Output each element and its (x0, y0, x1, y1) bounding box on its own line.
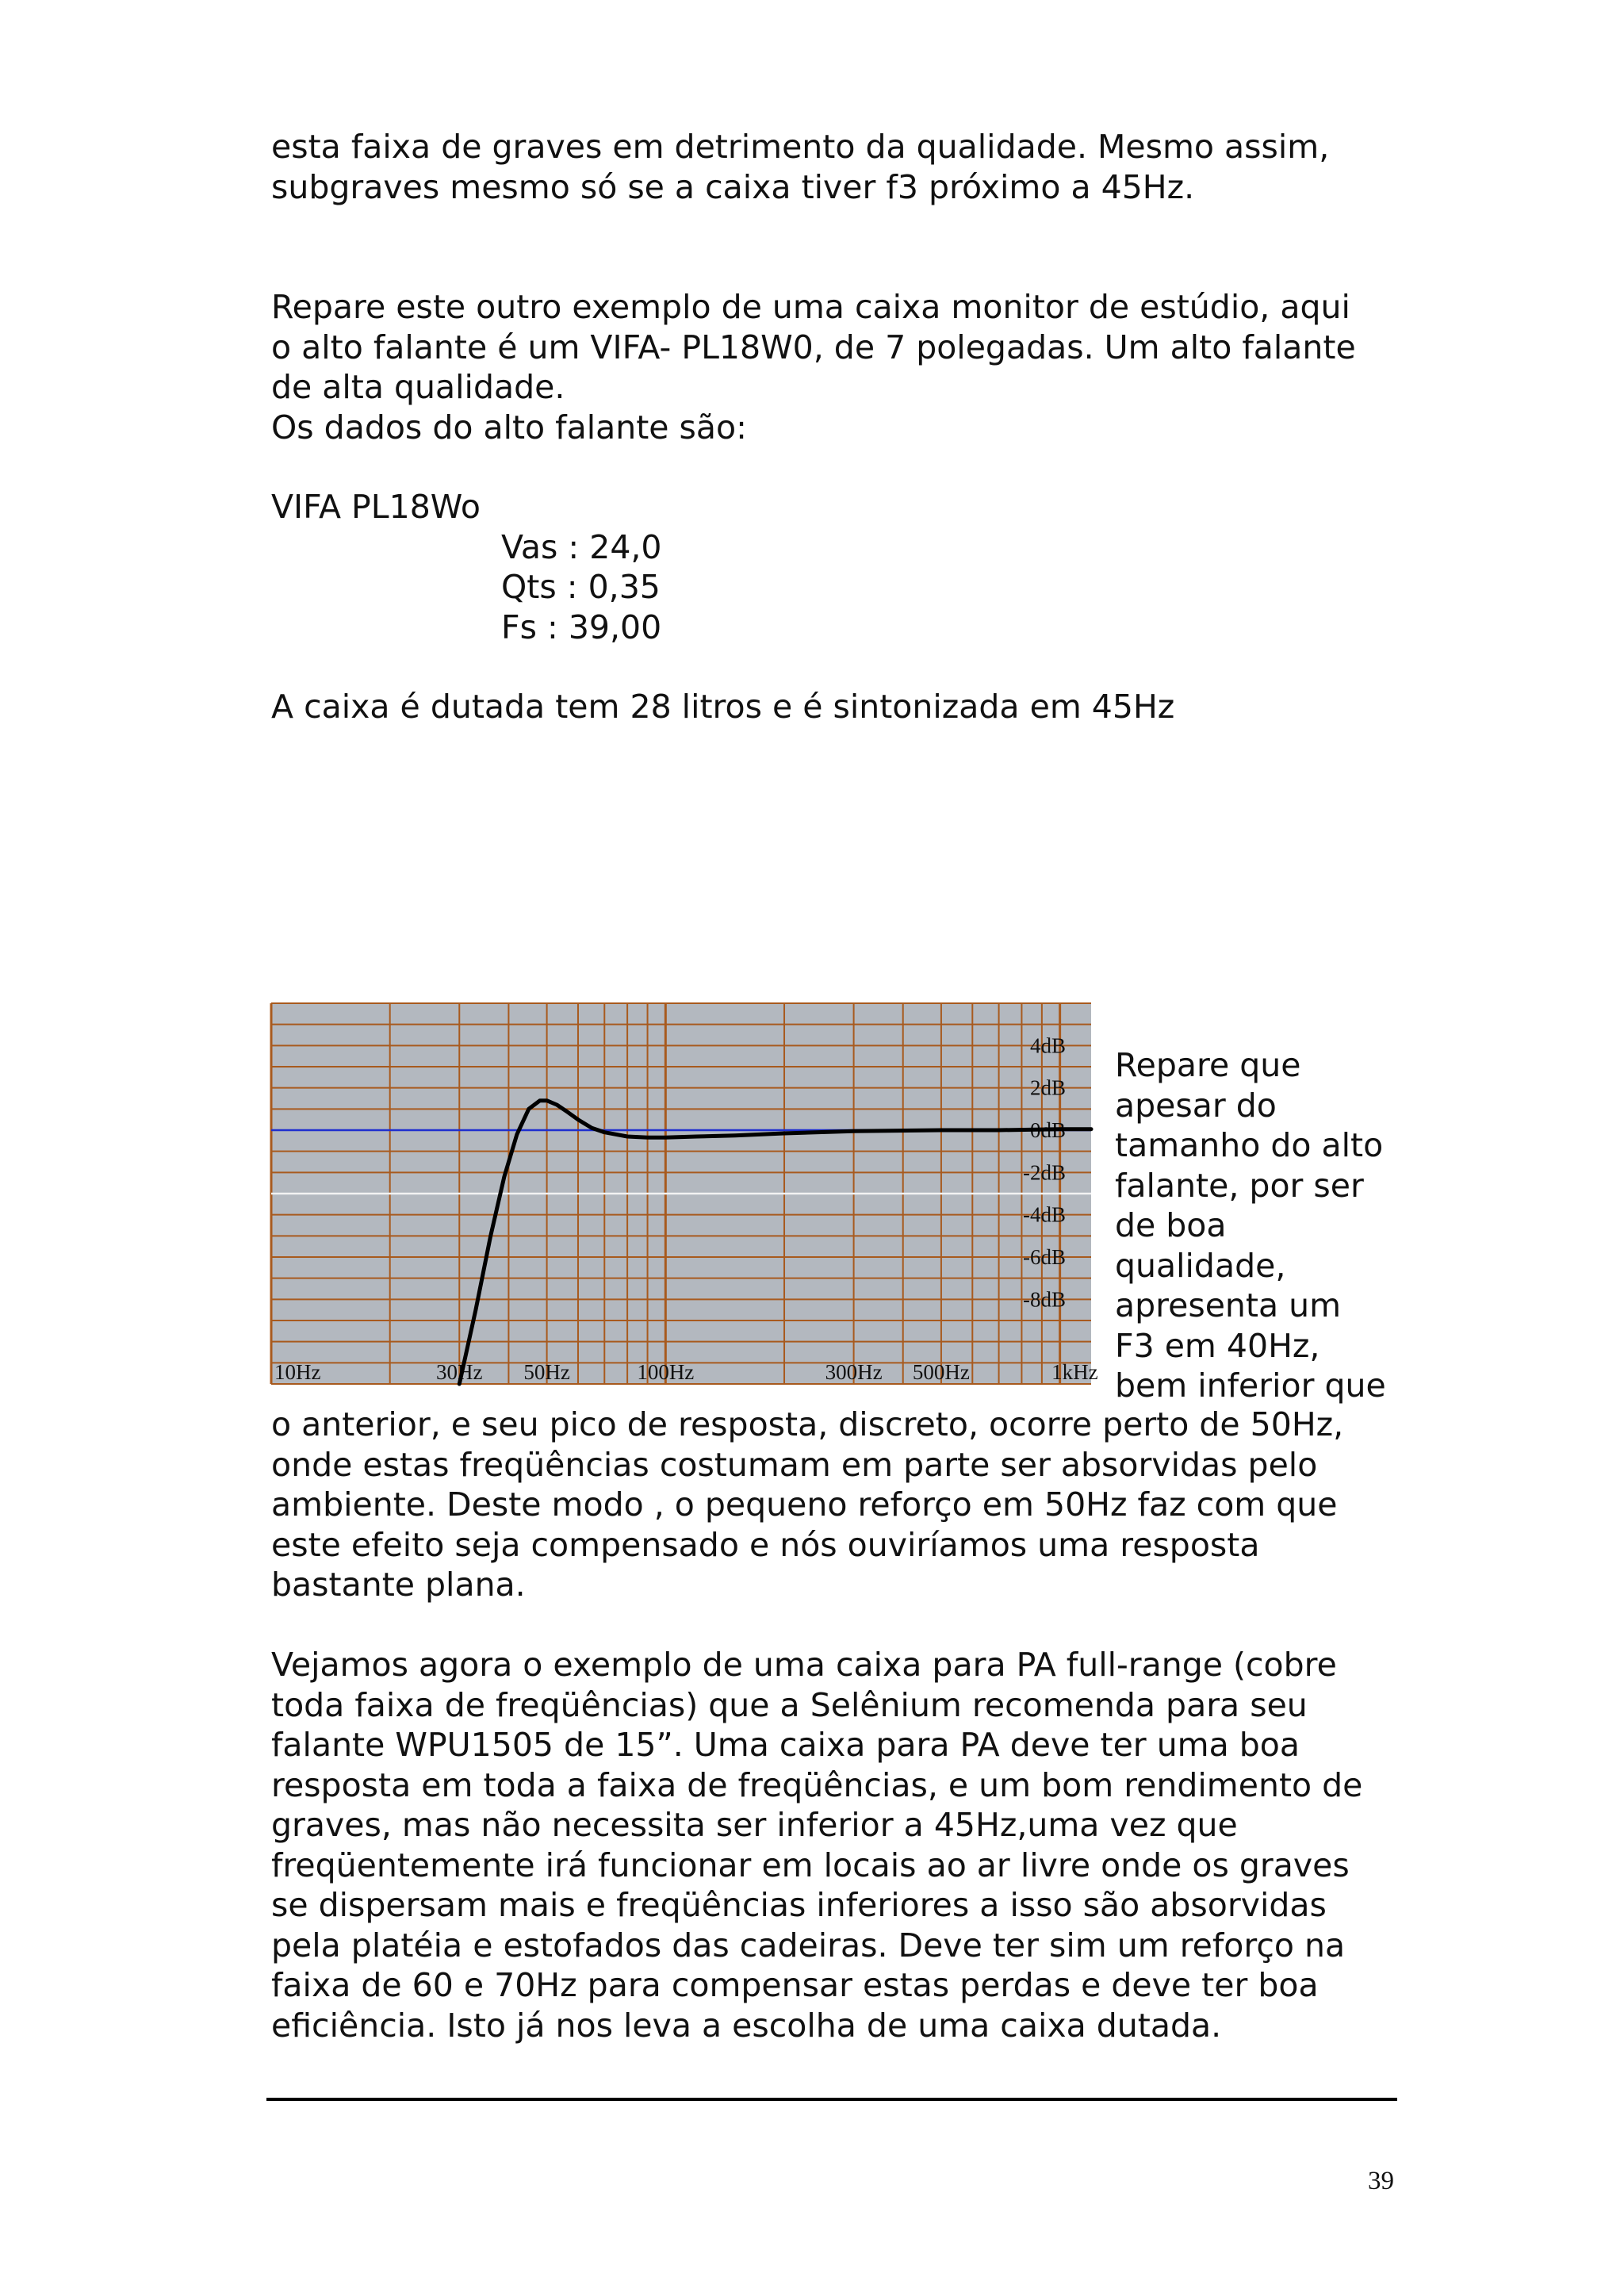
y-tick-label: -4dB (1023, 1202, 1066, 1227)
y-tick-label: -8dB (1023, 1287, 1066, 1312)
text-line: graves, mas não necessita ser inferior a 45Hz,uma vez que (271, 1806, 1238, 1844)
text-line: Repare que (1115, 1046, 1301, 1084)
text-line: apresenta um (1115, 1286, 1342, 1324)
x-tick-label: 10Hz (274, 1360, 321, 1384)
text-line: este efeito seja compensado e nós ouviríamos uma resposta (271, 1525, 1260, 1564)
text-line: falante, por ser (1115, 1166, 1364, 1205)
speaker-specs (271, 487, 1397, 647)
text-line: A caixa é dutada tem 28 litros e é sintonizada em 45Hz (271, 688, 1175, 726)
pa-paragraph (271, 1645, 1397, 2045)
text-line: subgraves mesmo só se a caixa tiver f3 próximo a 45Hz. (271, 167, 1195, 206)
x-tick-label: 50Hz (523, 1360, 570, 1384)
spec-qts: Qts : 0,35 (501, 568, 661, 606)
chart-side-text (1115, 1045, 1386, 1406)
text-line: resposta em toda a faixa de freqüências, e um bom rendimento de (271, 1765, 1363, 1804)
text-line: de boa (1115, 1206, 1227, 1244)
text-line: freqüentemente irá funcionar em locais ao ar livre onde os graves (271, 1846, 1350, 1884)
text-line: o anterior, e seu pico de resposta, discreto, ocorre perto de 50Hz, (271, 1405, 1344, 1443)
text-line: Vejamos agora o exemplo de uma caixa para PA full-range (cobre (271, 1646, 1337, 1684)
text-line: pela platéia e estofados das cadeiras. Deve ter sim um reforço na (271, 1926, 1346, 1964)
text-line: F3 em 40Hz, (1115, 1326, 1320, 1365)
y-tick-label: 2dB (1029, 1075, 1066, 1100)
text-line: qualidade, (1115, 1246, 1286, 1285)
text-line: faixa de 60 e 70Hz para compensar estas perdas e deve ter boa (271, 1966, 1319, 2004)
footer-divider (266, 2098, 1397, 2101)
text-line: bastante plana. (271, 1566, 526, 1604)
page-number: 39 (1368, 2167, 1394, 2195)
text-line: se dispersam mais e freqüências inferiores a isso são absorvidas (271, 1886, 1327, 1924)
y-tick-label: 0dB (1029, 1118, 1066, 1142)
intro-paragraph (271, 127, 1397, 207)
frequency-response-chart (271, 1003, 1098, 1384)
text-line: ambiente. Deste modo , o pequeno reforço em 50Hz faz com que (271, 1485, 1338, 1524)
spec-fs: Fs : 39,00 (501, 608, 662, 646)
x-tick-label: 300Hz (825, 1360, 883, 1384)
y-tick-label: -2dB (1023, 1160, 1066, 1185)
text-line: Os dados do alto falante são: (271, 408, 747, 447)
x-tick-label: 500Hz (912, 1360, 970, 1384)
y-tick-label: 4dB (1029, 1033, 1066, 1058)
spec-vas: Vas : 24,0 (501, 527, 662, 566)
x-tick-label: 30Hz (436, 1360, 483, 1384)
example-paragraph (271, 287, 1397, 447)
text-line: toda faixa de freqüências) que a Selênium recomenda para seu (271, 1685, 1308, 1724)
x-tick-label: 1kHz (1051, 1360, 1098, 1384)
text-line: eficiência. Isto já nos leva a escolha de uma caixa dutada. (271, 2006, 1222, 2045)
text-line: falante WPU1505 de 15”. Uma caixa para PA deve ter uma boa (271, 1726, 1300, 1764)
speaker-name: VIFA PL18Wo (271, 488, 481, 526)
text-line: esta faixa de graves em detrimento da qualidade. Mesmo assim, (271, 128, 1330, 166)
text-line: de alta qualidade. (271, 368, 565, 406)
x-tick-label: 100Hz (637, 1360, 695, 1384)
box-description (271, 687, 1397, 727)
text-line: o alto falante é um VIFA- PL18W0, de 7 polegadas. Um alto falante (271, 328, 1356, 366)
text-line: tamanho do alto (1115, 1126, 1384, 1164)
chart-svg (271, 1003, 1098, 1384)
text-line: onde estas freqüências costumam em parte ser absorvidas pelo (271, 1445, 1318, 1484)
text-line: bem inferior que (1115, 1366, 1386, 1405)
y-tick-label: -6dB (1023, 1245, 1066, 1269)
text-line: apesar do (1115, 1086, 1277, 1125)
text-line: Repare este outro exemplo de uma caixa monitor de estúdio, aqui (271, 288, 1350, 326)
analysis-paragraph (271, 1405, 1397, 1605)
